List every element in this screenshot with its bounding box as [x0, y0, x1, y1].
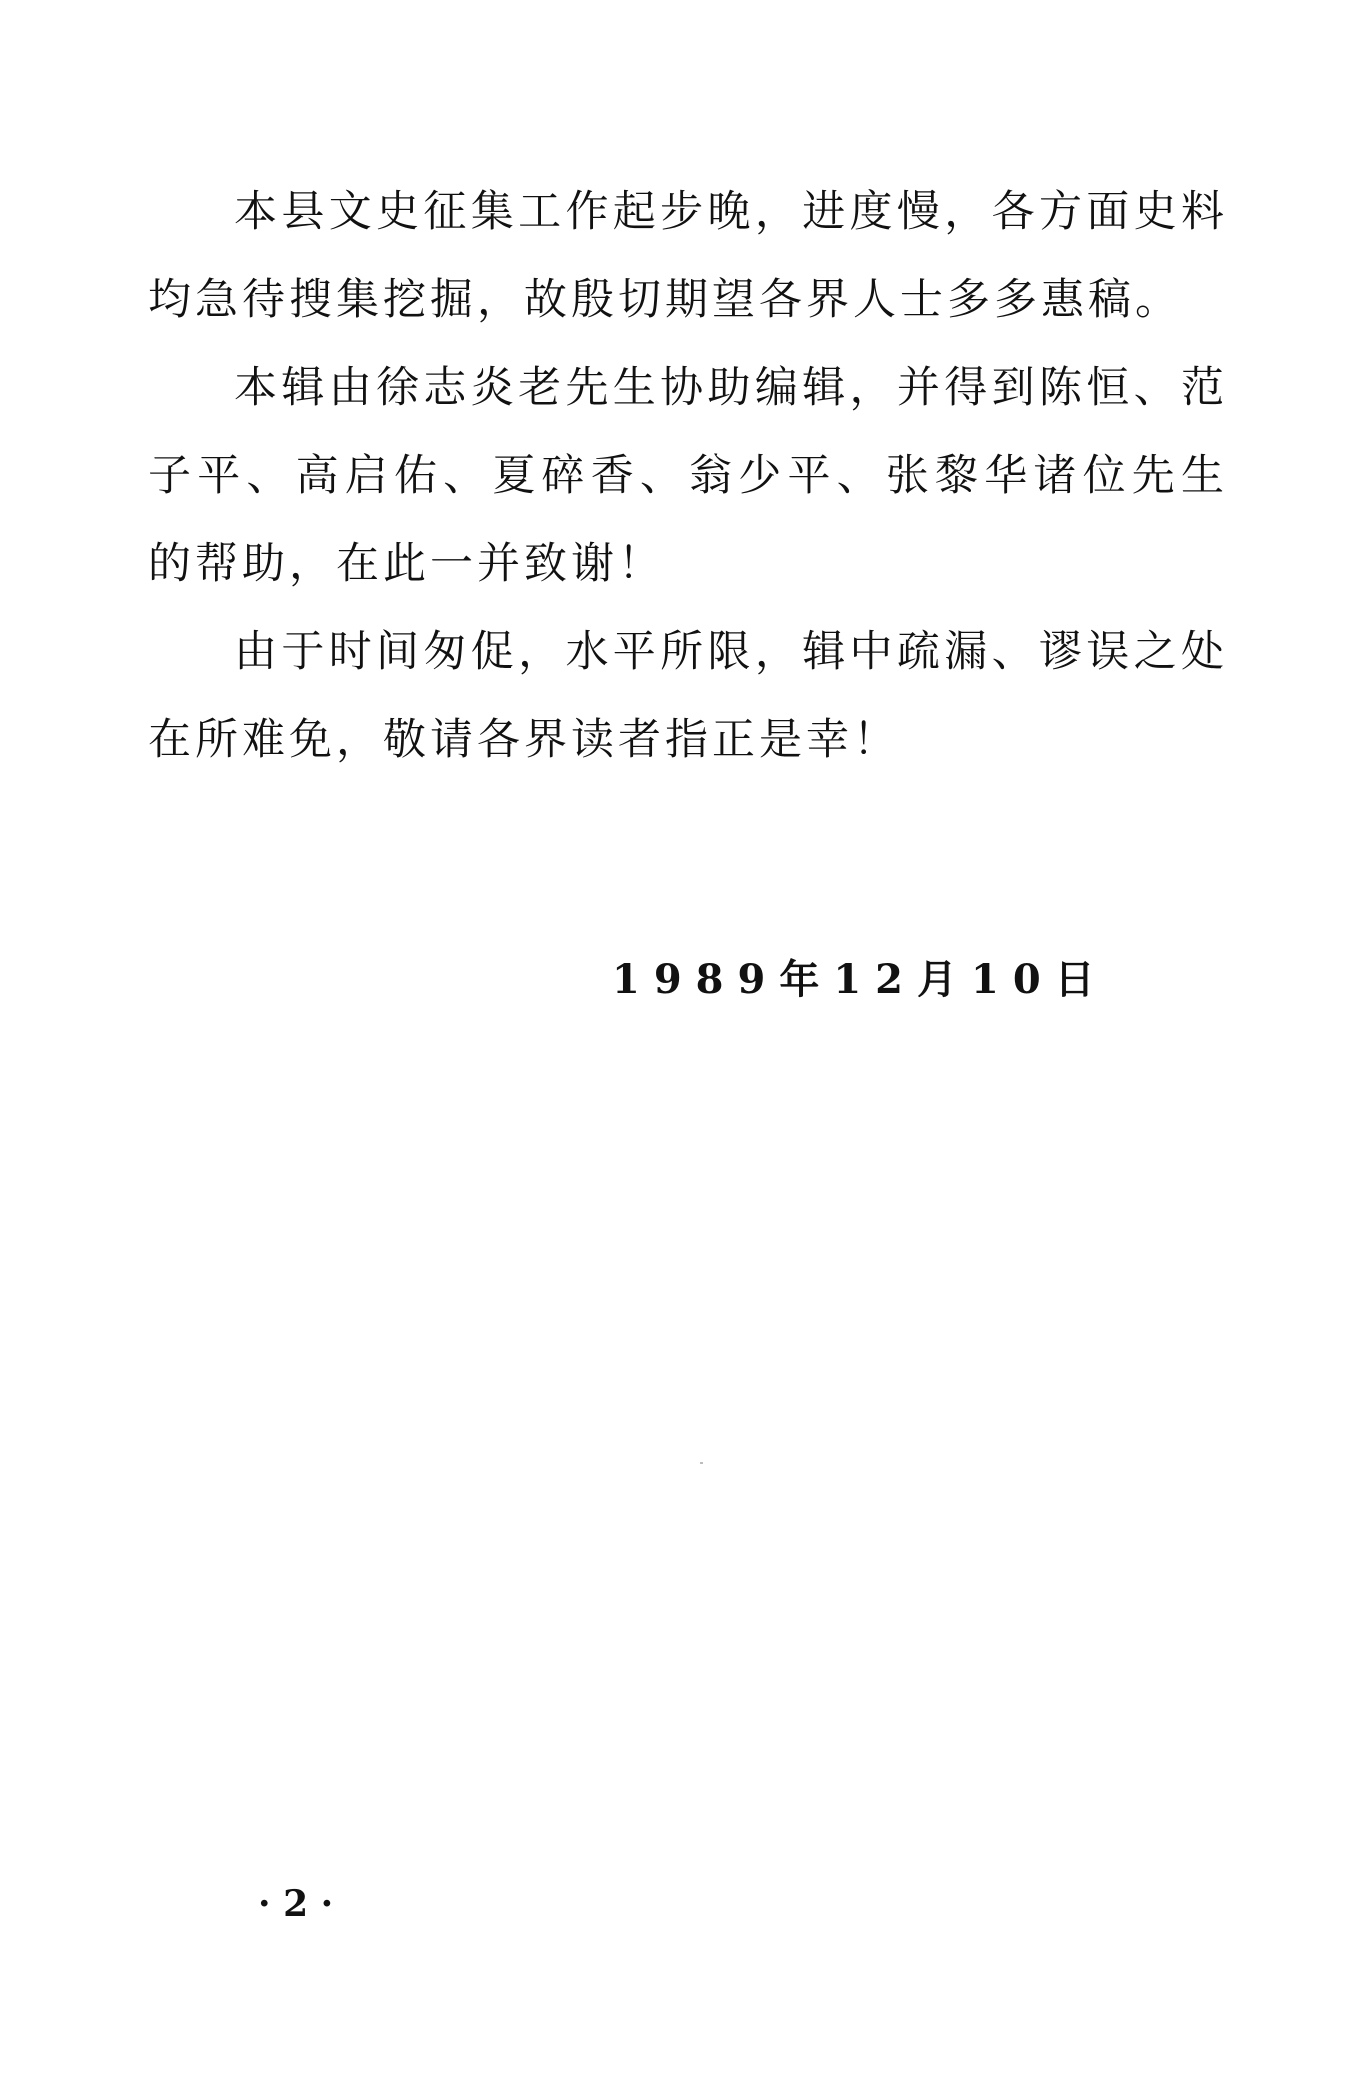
- paragraph-apology: 由于时间匆促，水平所限，辑中疏漏、谬误之处在所难免，敬请各界读者指正是幸！: [148, 627, 1228, 765]
- page-number: · 2 ·: [258, 1883, 334, 1925]
- paragraph-acknowledgements: 本辑由徐志炎老先生协助编辑，并得到陈恒、范子平、高启佑、夏碎香、翁少平、张黎华诸位先生的帮助，在此一并致谢！: [148, 363, 1228, 589]
- scan-speck: [700, 1462, 703, 1464]
- date-line: 1989年12月10日: [612, 956, 1109, 1003]
- body-text: [148, 168, 1228, 784]
- paragraph-solicitation: 本县文史征集工作起步晚，进度慢，各方面史料均急待搜集挖掘，故殷切期望各界人士多多惠稿。: [148, 187, 1228, 325]
